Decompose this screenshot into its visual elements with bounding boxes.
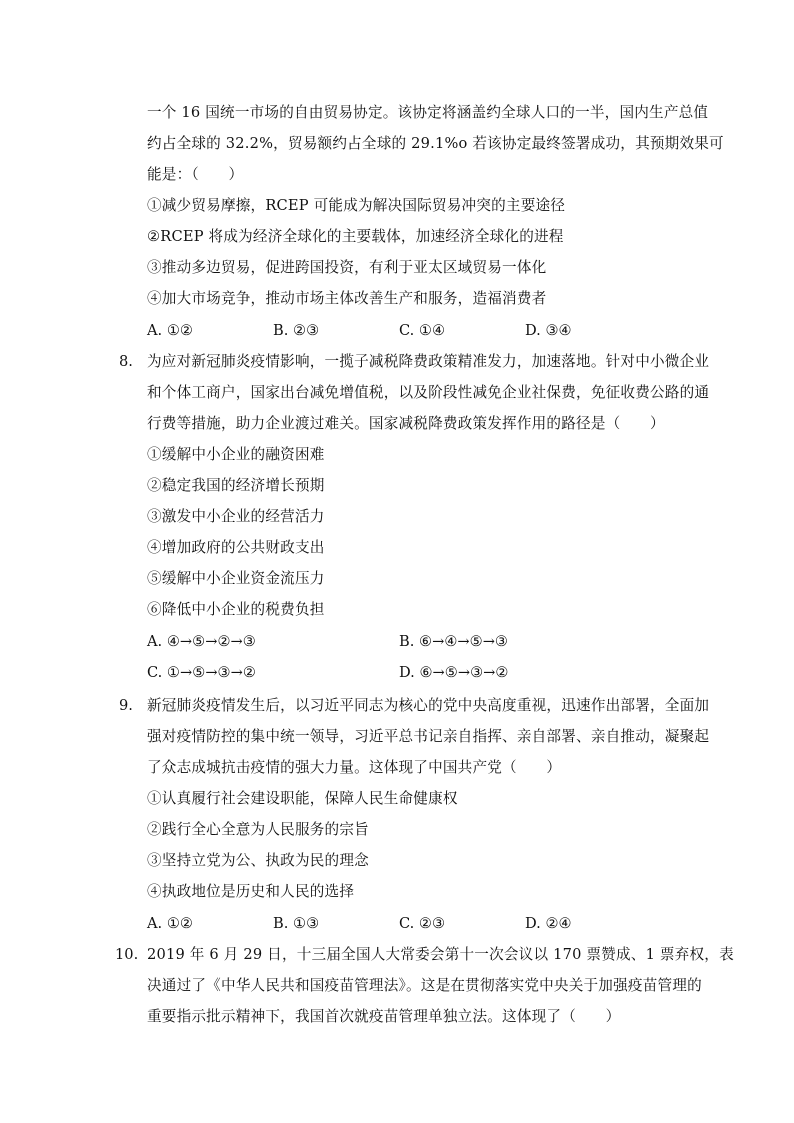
q7-stem-line-2: 约占全球的 32.2%，贸易额约占全球的 29.1%o 若该协定最终签署成功，其预期效果可 — [147, 135, 724, 152]
q8-item-5: ⑤缓解中小企业资金流压力 — [147, 570, 325, 587]
q9-item-3: ③坚持立党为公、执政为民的理念 — [147, 852, 369, 869]
q10-number: 10. — [115, 946, 139, 963]
q8-item-4: ④增加政府的公共财政支出 — [147, 539, 325, 556]
q9-option-a: A. ①② — [147, 915, 193, 932]
q9-item-4: ④执政地位是历史和人民的选择 — [147, 883, 355, 900]
q9-option-c: C. ②③ — [399, 915, 446, 932]
q7-option-a: A. ①② — [147, 322, 193, 339]
q8-option-a: A. ④→⑤→②→③ — [147, 633, 256, 650]
q10-stem-line-3: 重要指示批示精神下，我国首次就疫苗管理单独立法。这体现了（ ） — [147, 1008, 621, 1025]
q9-option-d: D. ②④ — [525, 915, 572, 932]
q8-stem-line-3: 行费等措施，助力企业渡过难关。国家减税降费政策发挥作用的路径是（ ） — [147, 415, 665, 432]
q8-option-d: D. ⑥→⑤→③→② — [399, 664, 509, 681]
q7-item-2: ②RCEP 将成为经济全球化的主要载体，加速经济全球化的进程 — [147, 228, 564, 245]
q9-option-b: B. ①③ — [273, 915, 320, 932]
q7-item-1: ①减少贸易摩擦，RCEP 可能成为解决国际贸易冲突的主要途径 — [147, 197, 566, 214]
q7-item-4: ④加大市场竞争，推动市场主体改善生产和服务，造福消费者 — [147, 290, 547, 307]
q8-stem-line-1: 为应对新冠肺炎疫情影响，一揽子减税降费政策精准发力，加速落地。针对中小微企业 — [147, 353, 710, 370]
q8-item-2: ②稳定我国的经济增长预期 — [147, 477, 325, 494]
q8-item-1: ①缓解中小企业的融资困难 — [147, 446, 325, 463]
q9-item-2: ②践行全心全意为人民服务的宗旨 — [147, 821, 369, 838]
q9-number: 9. — [119, 697, 133, 714]
q8-number: 8. — [119, 353, 133, 370]
q10-stem-line-2: 决通过了《中华人民共和国疫苗管理法》。这是在贯彻落实党中央关于加强疫苗管理的 — [147, 977, 702, 994]
q7-stem-line-1: 一个 16 国统一市场的自由贸易协定。该协定将涵盖约全球人口的一半，国内生产总值 — [147, 104, 709, 121]
q9-stem-line-3: 了众志成城抗击疫情的强大力量。这体现了中国共产党（ ） — [147, 759, 562, 776]
q8-item-6: ⑥降低中小企业的税费负担 — [147, 601, 325, 618]
q8-option-c: C. ①→⑤→③→② — [147, 664, 256, 681]
q9-stem-line-2: 强对疫情防控的集中统一领导，习近平总书记亲自指挥、亲自部署、亲自推动，凝聚起 — [147, 728, 710, 745]
q7-option-d: D. ③④ — [525, 322, 572, 339]
q9-item-1: ①认真履行社会建设职能，保障人民生命健康权 — [147, 790, 458, 807]
q7-item-3: ③推动多边贸易，促进跨国投资，有利于亚太区域贸易一体化 — [147, 259, 547, 276]
q9-stem-line-1: 新冠肺炎疫情发生后，以习近平同志为核心的党中央高度重视，迅速作出部署，全面加 — [147, 697, 710, 714]
q7-option-c: C. ①④ — [399, 322, 446, 339]
q7-stem-line-3: 能是：（ ） — [147, 166, 244, 183]
q7-option-b: B. ②③ — [273, 322, 320, 339]
q10-stem-line-1: 2019 年 6 月 29 日，十三届全国人大常委会第十一次会议以 170 票赞成、1 票弃权，表 — [147, 946, 734, 963]
q8-option-b: B. ⑥→④→⑤→③ — [399, 633, 509, 650]
q8-stem-line-2: 和个体工商户，国家出台减免增值税，以及阶段性减免企业社保费，免征收费公路的通 — [147, 384, 710, 401]
q8-item-3: ③激发中小企业的经营活力 — [147, 508, 325, 525]
